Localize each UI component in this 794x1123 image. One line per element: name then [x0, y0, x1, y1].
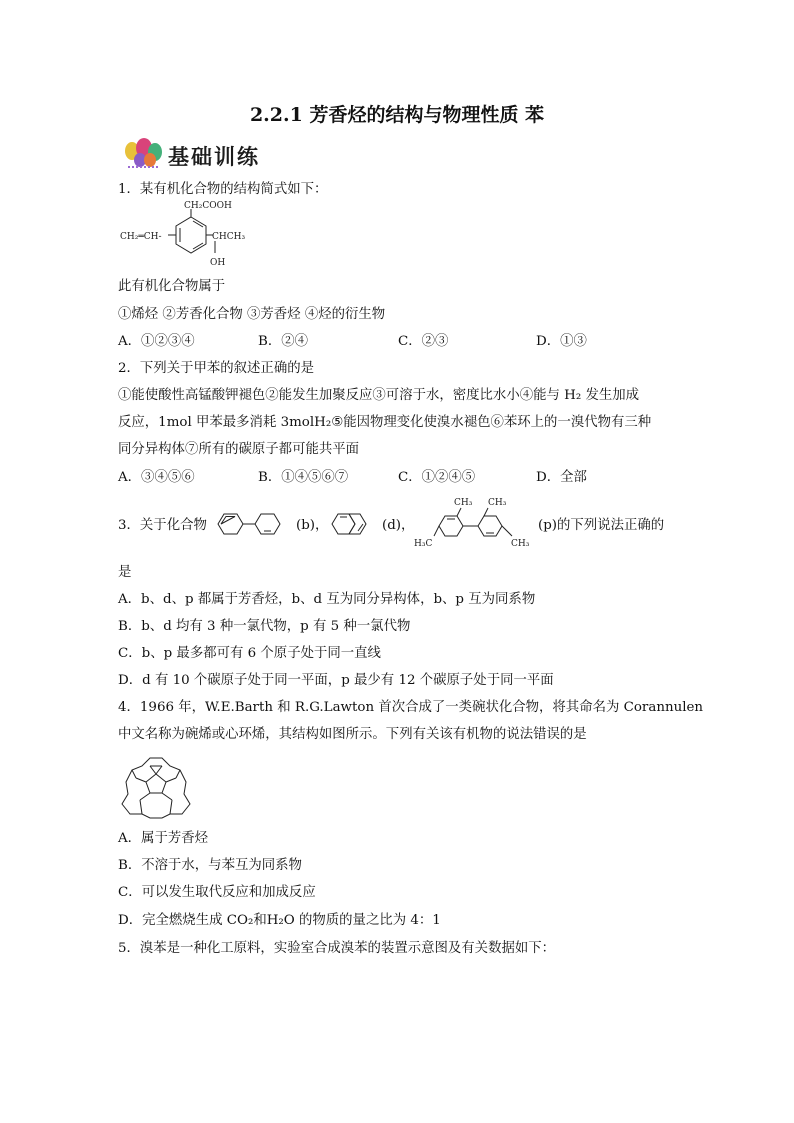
q2-line2: ①能使酸性高锰酸钾褪色②能发生加聚反应③可溶于水，密度比水小④能与 H₂ 发生加成 — [118, 388, 640, 403]
q1-option-b[interactable]: B．②④ — [258, 334, 309, 349]
label-vinyl: CH₂═CH- — [120, 232, 162, 242]
q1-option-d[interactable]: D．①③ — [536, 334, 587, 349]
biphenyl-structure-b — [211, 509, 293, 539]
q2-line3: 反应，1mol 甲苯最多消耗 3molH₂⑤能因物理变化使溴水褪色⑥苯环上的一溴代物有三种 — [118, 415, 652, 430]
section-title: 基础训练 — [168, 145, 260, 169]
q2-option-b[interactable]: B．①④⑤⑥⑦ — [258, 470, 349, 485]
label-chch3: CHCH₃ — [212, 232, 246, 242]
q5-stem: 5．溴苯是一种化工原料，实验室合成溴苯的装置示意图及有关数据如下： — [118, 941, 556, 956]
q2-option-c[interactable]: C．①②④⑤ — [398, 470, 476, 485]
q2-option-a[interactable]: A．③④⑤⑥ — [118, 470, 195, 485]
label-ch2cooh: CH₂COOH — [184, 201, 232, 211]
q1-option-c[interactable]: C．②③ — [398, 334, 449, 349]
q3-option-b[interactable]: B．b、d 均有 3 种一氯代物，p 有 5 种一氯代物 — [118, 619, 411, 634]
q3-stem-c: 是 — [118, 565, 132, 580]
label-ch3-1: CH₃ — [454, 498, 473, 508]
label-oh: OH — [210, 258, 226, 268]
q1-structure — [118, 201, 268, 270]
corannulene-structure — [120, 752, 192, 820]
q1-option-a[interactable]: A．①②③④ — [118, 334, 195, 349]
dimethylbiphenyl-structure-p — [414, 496, 539, 556]
label-ch3-3: CH₃ — [511, 539, 530, 549]
q4-option-c[interactable]: C．可以发生取代反应和加成反应 — [118, 885, 316, 900]
q3-stem-b: (p)的下列说法正确的 — [538, 518, 665, 533]
q2-line4: 同分异构体⑦所有的碳原子都可能共平面 — [118, 442, 360, 457]
balloons-icon — [120, 138, 166, 170]
section-header — [118, 138, 338, 172]
q1-stem: 1．某有机化合物的结构简式如下： — [118, 182, 328, 197]
q3-label-d: (d)， — [382, 518, 415, 533]
q3-label-b: (b)， — [296, 518, 329, 533]
label-ch3-2: CH₃ — [488, 498, 507, 508]
q1-line2: 此有机化合物属于 — [118, 279, 226, 294]
q4-option-a[interactable]: A．属于芳香烃 — [118, 831, 209, 846]
q3-option-a[interactable]: A．b、d、p 都属于芳香烃，b、d 互为同分异构体，b、p 互为同系物 — [118, 592, 536, 607]
naphthalene-structure-d — [329, 509, 379, 539]
q4-line2: 中文名称为碗烯或心环烯，其结构如图所示。下列有关该有机物的说法错误的是 — [118, 727, 587, 742]
q4-stem: 4．1966 年，W.E.Barth 和 R.G.Lawton 首次合成了一类碗状化合物，将其命名为 Corannulen — [118, 700, 704, 715]
q4-option-d[interactable]: D．完全燃烧生成 CO₂和H₂O 的物质的量之比为 4：1 — [118, 913, 441, 928]
q4-option-b[interactable]: B．不溶于水，与苯互为同系物 — [118, 858, 302, 873]
label-h3c: H₃C — [414, 539, 433, 549]
page-title: 2.2.1 芳香烃的结构与物理性质 苯 — [249, 104, 545, 126]
q3-option-c[interactable]: C．b、p 最多都可有 6 个原子处于同一直线 — [118, 646, 381, 661]
q3-option-d[interactable]: D．d 有 10 个碳原子处于同一平面，p 最少有 12 个碳原子处于同一平面 — [118, 673, 554, 688]
q2-option-d[interactable]: D．全部 — [536, 470, 587, 485]
q2-stem: 2．下列关于甲苯的叙述正确的是 — [118, 361, 314, 376]
q3-stem-a: 3．关于化合物 — [118, 518, 207, 533]
q1-line3: ①烯烃 ②芳香化合物 ③芳香烃 ④烃的衍生物 — [118, 307, 386, 322]
